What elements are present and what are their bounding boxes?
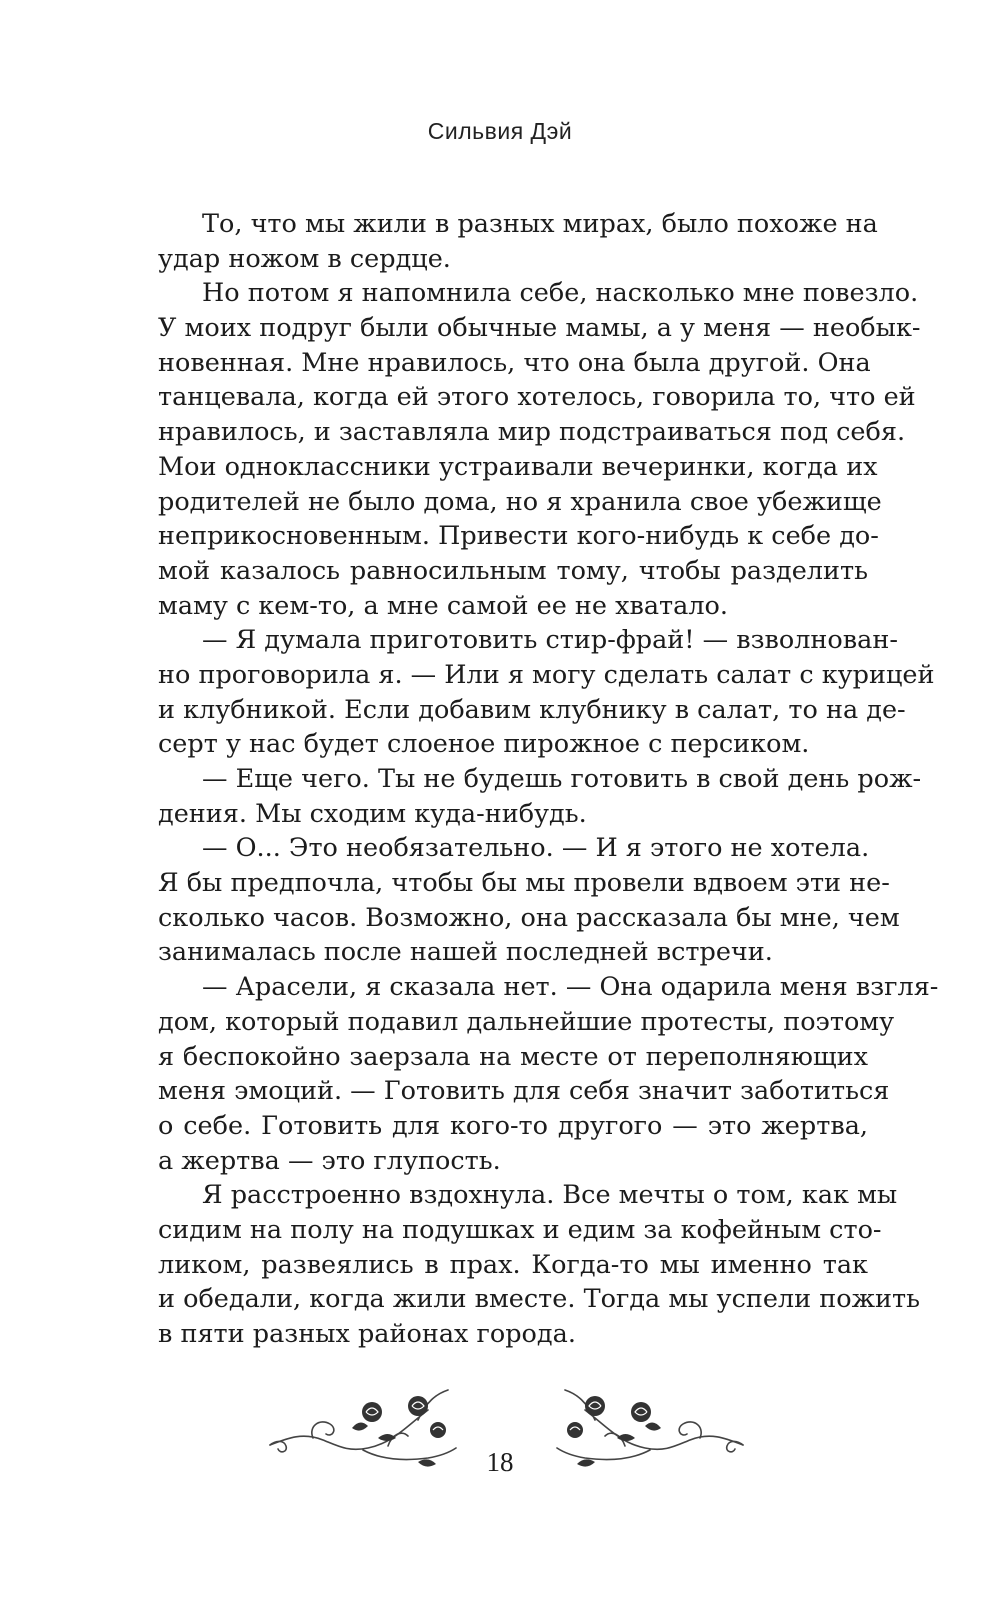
text-line: Я расстроенно вздохнула. Все мечты о том, как мы [202,1180,898,1211]
text-line: Но потом я напомнила себе, насколько мне повезло. [202,278,919,309]
text-line: и обедали, когда жили вместе. Тогда мы успели пожить [158,1284,921,1315]
text-line: но проговорила я. — Или я могу сделать салат с курицей [158,659,935,690]
page-footer [0,1380,1000,1510]
text-line: в пяти разных районах города. [158,1319,576,1349]
text-line: — О... Это необязательно. — И я этого не хотела. [202,833,870,864]
text-line: неприкосновенным. Привести кого-нибудь к себе до- [158,521,879,552]
text-line: меня эмоций. — Готовить для себя значит заботиться [158,1076,890,1107]
text-line: мой казалось равносильным тому, чтобы разделить [158,555,868,586]
text-line: ликом, развеялись в прах. Когда-то мы именно так [158,1249,868,1280]
text-line: занималась после нашей последней встречи. [158,937,773,968]
text-line: — Арасели, я сказала нет. — Она одарила меня взгля- [202,972,939,1003]
text-line: родителей не было дома, но я хранила свое убежище [158,486,882,517]
running-head: Сильвия Дэй [427,118,573,144]
text-line: танцевала, когда ей этого хотелось, говорила то, что ей [158,382,916,413]
text-line: новенная. Мне нравилось, что она была другой. Она [158,347,871,378]
text-line: удар ножом в сердце. [158,243,451,274]
text-line: — Я думала приготовить стир-фрай! — взволнован- [202,625,898,656]
text-line: а жертва — это глупость. [158,1145,501,1176]
text-line: о себе. Готовить для кого-то другого — это жертва, [158,1110,868,1141]
text-line: дения. Мы сходим куда-нибудь. [158,798,587,829]
text-line: и клубникой. Если добавим клубнику в салат, то на де- [158,694,906,725]
text-line: я беспокойно заерзала на месте от переполняющих [158,1041,868,1072]
text-line: маму с кем-то, а мне самой ее не хватало. [158,590,729,621]
text-line: сколько часов. Возможно, она рассказала бы мне, чем [158,902,900,933]
text-line: дом, который подавил дальнейшие протесты, поэтому [158,1006,895,1037]
text-line: У моих подруг были обычные мамы, а у меня — необык- [158,313,921,344]
text-line: нравилось, и заставляла мир подстраиваться под себя. [158,417,906,448]
text-line: То, что мы жили в разных мирах, было похоже на [202,209,878,239]
text-line: сидим на полу на подушках и едим за кофейным сто- [158,1214,882,1245]
text-line: — Еще чего. Ты не будешь готовить в свой день рож- [202,764,922,794]
rose-vine-ornament-right [555,1380,745,1490]
text-line: Мои одноклассники устраивали вечеринки, когда их [158,451,878,482]
text-line: серт у нас будет слоеное пирожное с персиком. [158,729,810,760]
page-number: 18 [486,1447,514,1477]
text-line: Я бы предпочла, чтобы бы мы провели вдвоем эти не- [158,868,890,899]
body-text [158,207,939,1352]
